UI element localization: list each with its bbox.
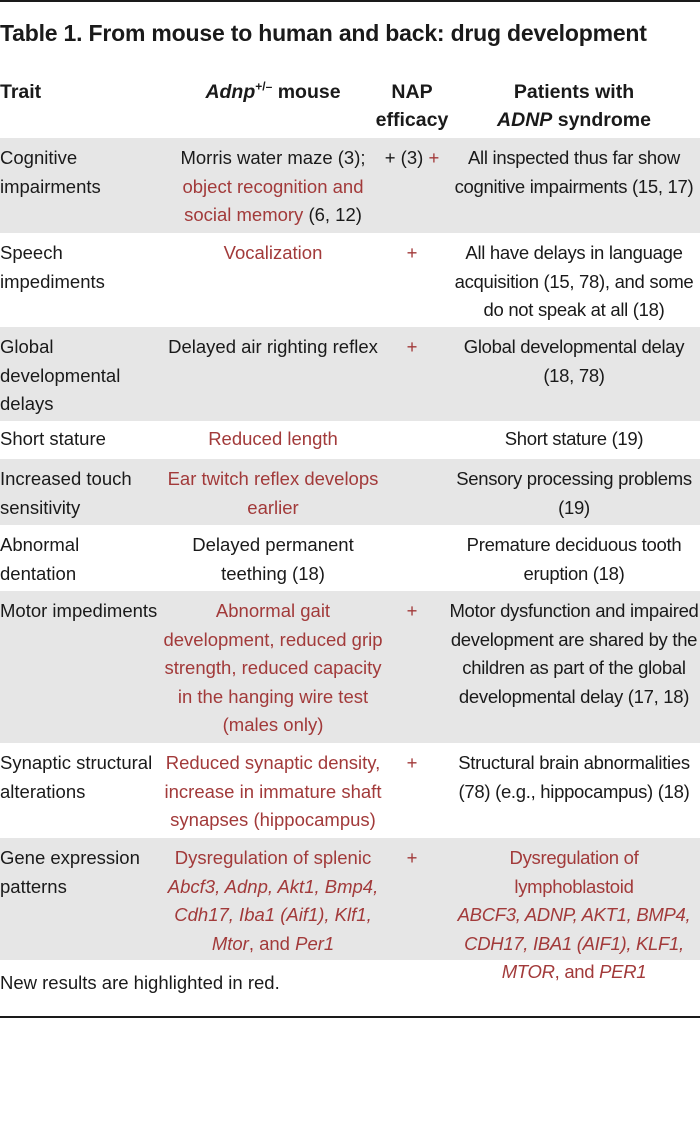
nap-new-result: + bbox=[406, 242, 418, 263]
trait-cell: Gene expression patterns bbox=[0, 847, 140, 897]
mouse-gene-list: Abcf3, Adnp, Akt1, Bmp4, Cdh17, Iba1 (Aif1), Klf1, Mtor bbox=[167, 875, 379, 954]
mouse-gene-last: Per1 bbox=[295, 932, 335, 954]
header-nap bbox=[372, 78, 452, 134]
mouse-cell: Delayed permanent teething (18) bbox=[192, 534, 354, 584]
mouse-text: Morris water maze (3); bbox=[180, 147, 366, 168]
top-rule bbox=[0, 0, 700, 2]
patients-cell: Sensory processing problems (19) bbox=[456, 468, 692, 518]
patients-cell: Premature deciduous tooth eruption (18) bbox=[466, 534, 682, 584]
mouse-new-result: Vocalization bbox=[223, 242, 323, 263]
header-patients-label: syndrome bbox=[552, 109, 651, 131]
table-row bbox=[0, 421, 700, 459]
mouse-new-result: object recognition and social memory bbox=[182, 175, 364, 225]
table-title: Table 1. From mouse to human and back: drug development bbox=[0, 20, 647, 46]
header-patients-line1: Patients with bbox=[513, 81, 635, 103]
patients-cell: Global developmental delay (18, 78) bbox=[463, 336, 685, 386]
patients-gene-last: PER1 bbox=[599, 961, 647, 982]
patients-cell: Structural brain abnormalities (78) (e.g., hippocampus) (18) bbox=[458, 752, 690, 802]
nap-text: + (3) bbox=[384, 147, 424, 168]
table-body bbox=[0, 138, 700, 982]
mouse-cell: Delayed air righting reflex bbox=[168, 336, 378, 357]
patients-text: Dysregulation of lymphoblastoid bbox=[509, 847, 639, 897]
nap-new-result: + bbox=[428, 147, 440, 168]
table-row bbox=[0, 459, 700, 525]
mouse-text: Dysregulation of splenic bbox=[174, 847, 372, 868]
nap-cell bbox=[376, 144, 448, 173]
header-nap-line1: NAP bbox=[391, 81, 433, 103]
bottom-rule bbox=[0, 1016, 700, 1018]
patients-new-result bbox=[448, 844, 700, 987]
header-patients bbox=[448, 78, 700, 134]
header-patients-gene: ADNP bbox=[497, 109, 553, 131]
table-header bbox=[0, 76, 700, 136]
table-footnote: New results are highlighted in red. bbox=[0, 972, 280, 993]
mouse-new-result bbox=[162, 844, 384, 958]
header-mouse bbox=[202, 78, 344, 106]
patients-cell: All have delays in language acquisition (15, 78), and some do not speak at all (18) bbox=[454, 242, 694, 320]
header-nap-line2: efficacy bbox=[375, 109, 449, 131]
patients-conjunction: , and bbox=[554, 961, 600, 982]
trait-cell: Synaptic structural alterations bbox=[0, 752, 153, 802]
nap-new-result: + bbox=[406, 336, 418, 357]
patients-cell: All inspected thus far show cognitive impairments (15, 17) bbox=[454, 147, 694, 197]
table-row bbox=[0, 838, 700, 982]
mouse-conjunction: , and bbox=[248, 932, 296, 954]
trait-cell: Speech impediments bbox=[0, 242, 105, 292]
table-row bbox=[0, 327, 700, 421]
patients-cell: Short stature (19) bbox=[504, 428, 644, 449]
table-row bbox=[0, 525, 700, 591]
trait-cell: Abnormal dentation bbox=[0, 534, 80, 584]
mouse-new-result: Reduced synaptic density, increase in immature shaft synapses (hippocampus) bbox=[164, 752, 382, 830]
trait-cell: Cognitive impairments bbox=[0, 147, 101, 197]
header-mouse-label: mouse bbox=[272, 81, 341, 103]
trait-cell: Global developmental delays bbox=[0, 336, 121, 414]
nap-new-result: + bbox=[406, 847, 418, 868]
nap-new-result: + bbox=[406, 600, 418, 621]
table-row bbox=[0, 138, 700, 233]
header-mouse-gene: Adnp bbox=[205, 81, 256, 103]
mouse-new-result: Abnormal gait development, reduced grip strength, reduced capacity in the hanging wire test (males only) bbox=[163, 600, 383, 735]
trait-cell: Motor impediments bbox=[0, 600, 158, 621]
trait-cell: Increased touch sensitivity bbox=[0, 468, 132, 518]
trait-cell: Short stature bbox=[0, 428, 106, 449]
mouse-new-result: Ear twitch reflex develops earlier bbox=[167, 468, 379, 518]
nap-new-result: + bbox=[406, 752, 418, 773]
mouse-refs: (6, 12) bbox=[303, 204, 362, 225]
patients-cell: Motor dysfunction and impaired development are shared by the children as part of the global developmental delay (17, 18) bbox=[449, 600, 699, 707]
mouse-new-result: Reduced length bbox=[208, 428, 338, 449]
mouse-cell bbox=[162, 144, 384, 230]
table-row bbox=[0, 591, 700, 743]
header-mouse-genotype: +/– bbox=[255, 79, 273, 94]
table-row bbox=[0, 233, 700, 327]
patients-gene-list: ABCF3, ADNP, AKT1, BMP4, CDH17, IBA1 (AIF1), KLF1, MTOR bbox=[457, 904, 691, 982]
table-row bbox=[0, 743, 700, 838]
header-trait: Trait bbox=[0, 81, 42, 103]
